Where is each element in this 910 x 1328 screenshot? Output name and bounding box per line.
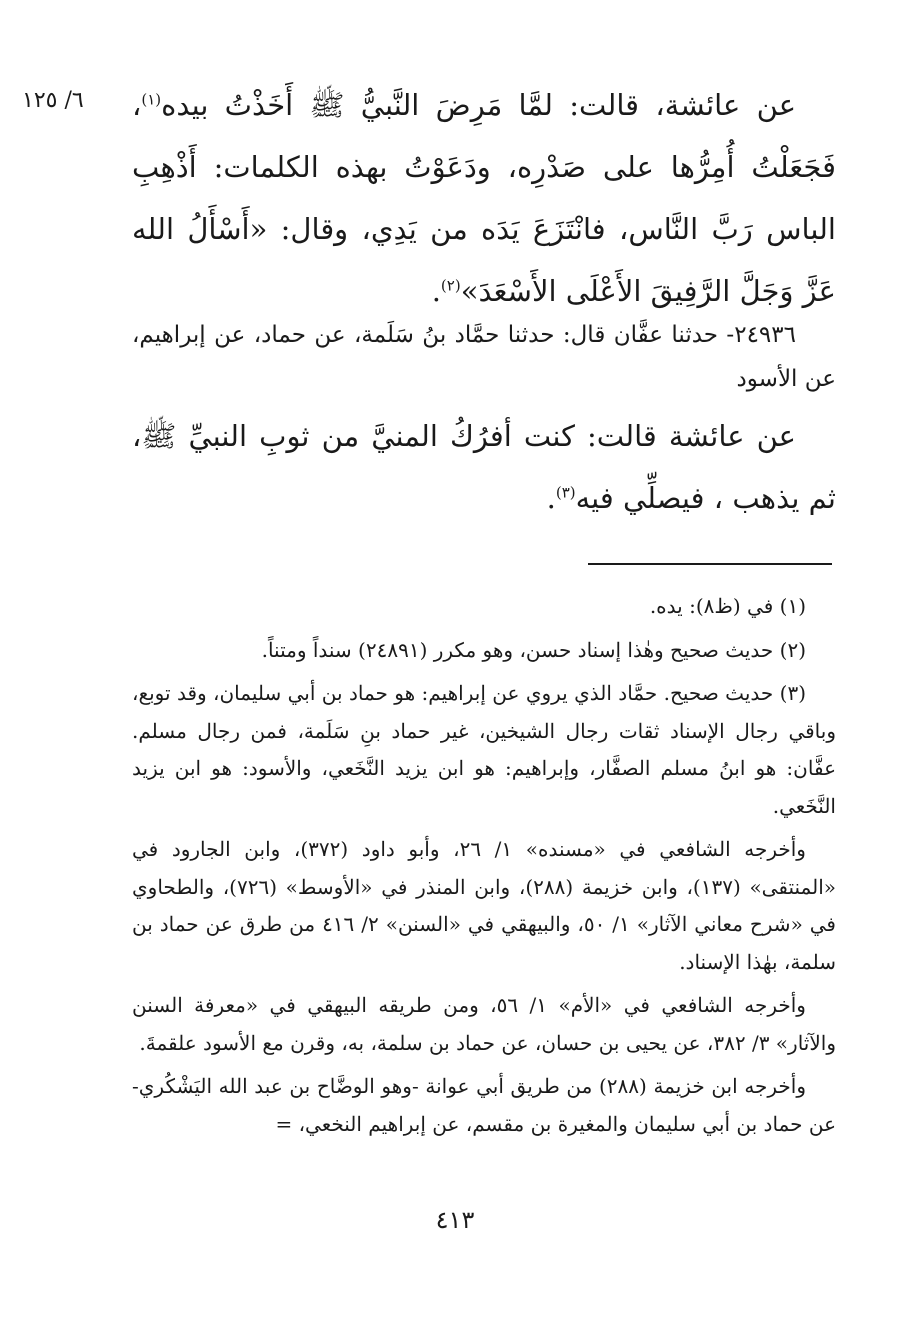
page-number: ٤١٣	[435, 1206, 475, 1234]
isnad-block	[132, 313, 836, 401]
hadith-text-1	[132, 74, 836, 322]
footnote-ref-2[interactable]: (٢)	[440, 276, 461, 295]
hadith-text-1-b: ، فَجَعَلْتُ أُمِرُّها على صَدْرِه، ودَعَوْتُ بهذه الكلمات: أَذْهِبِ الباس رَبَّ النَّاس، فانْتَزَعَ يَدَه من يَدِي، وقال: «أَسْأَلُ الله عَزَّ وَجَلَّ الرَّفِيقَ الأَعْلَى الأَسْعَدَ»	[132, 88, 836, 308]
hadith-text-2-a: عن عائشة قالت: كنت أفرُكُ المنيَّ من ثوبِ النبيِّ ﷺ، ثم يذهب ، فيصلِّي فيه	[132, 419, 836, 515]
footnote-3-para-3: وأخرجه الشافعي في «الأم» ١/ ٥٦، ومن طريقه البيهقي في «معرفة السنن والآثار» ٣/ ٣٨٢، عن يحيى بن حسان، عن حماد بن سلمة، به، وقرن مع الأسود علقمةَ.	[132, 993, 836, 1055]
isnad-text: ٢٤٩٣٦- حدثنا عفَّان قال: حدثنا حمَّاد بنُ سَلَمة، عن حماد، عن إبراهيم، عن الأسود	[132, 322, 836, 392]
footnote-3-para-4: وأخرجه ابن خزيمة (٢٨٨) من طريق أبي عوانة -وهو الوضَّاح بن عبد الله اليَشْكُري- عن حماد بن أبي سليمان والمغيرة بن مقسم، عن إبراهيم النخعي، =	[132, 1074, 836, 1136]
footnote-2: (٢) حديث صحيح وهٰذا إسناد حسن، وهو مكرر (٢٤٨٩١) سنداً ومتناً.	[261, 637, 806, 662]
main-text	[132, 74, 836, 322]
footnote-3: (٣) حديث صحيح. حمَّاد الذي يروي عن إبراهيم: هو حماد بن أبي سليمان، وقد توبع، وباقي رجال الإسناد ثقات رجال الشيخين، غير حماد بنِ سَلَمة، فمن رجال مسلم. عفَّان: هو ابنُ مسلم الصفَّار، وإبراهيم: هو ابن يزيد النَّخَعي، والأسود: هو ابن يزيد النَّخَعي.	[132, 681, 836, 818]
hadith-text-2	[132, 405, 836, 529]
footnote-3-para-2: وأخرجه الشافعي في «مسنده» ١/ ٢٦، وأبو داود (٣٧٢)، وابن الجارود في «المنتقى» (١٣٧)، وابن خزيمة (٢٨٨)، وابن المنذر في «الأوسط» (٧٢٦)، والطحاوي في «شرح معاني الآثار» ١/ ٥٠، والبيهقي في «السنن» ٢/ ٤١٦ من طرق عن حماد بن سلمة، بهٰذا الإسناد.	[132, 837, 836, 974]
margin-volume-page-ref: ٦/ ١٢٥	[22, 88, 84, 113]
footnotes	[132, 588, 836, 1149]
hadith-text-2-end: .	[546, 481, 556, 515]
footnote-divider	[588, 563, 832, 565]
hadith-block-2	[132, 405, 836, 529]
footnote-ref-1[interactable]: (١)	[141, 90, 162, 109]
hadith-text-1-end: .	[431, 274, 441, 308]
footnote-ref-3[interactable]: (٣)	[555, 483, 576, 502]
hadith-text-1-a: عن عائشة، قالت: لمَّا مَرِضَ النَّبيُّ ﷺ أَخَذْتُ بيده	[161, 88, 796, 122]
footnote-1: (١) في (ظ٨): يده.	[649, 594, 806, 618]
